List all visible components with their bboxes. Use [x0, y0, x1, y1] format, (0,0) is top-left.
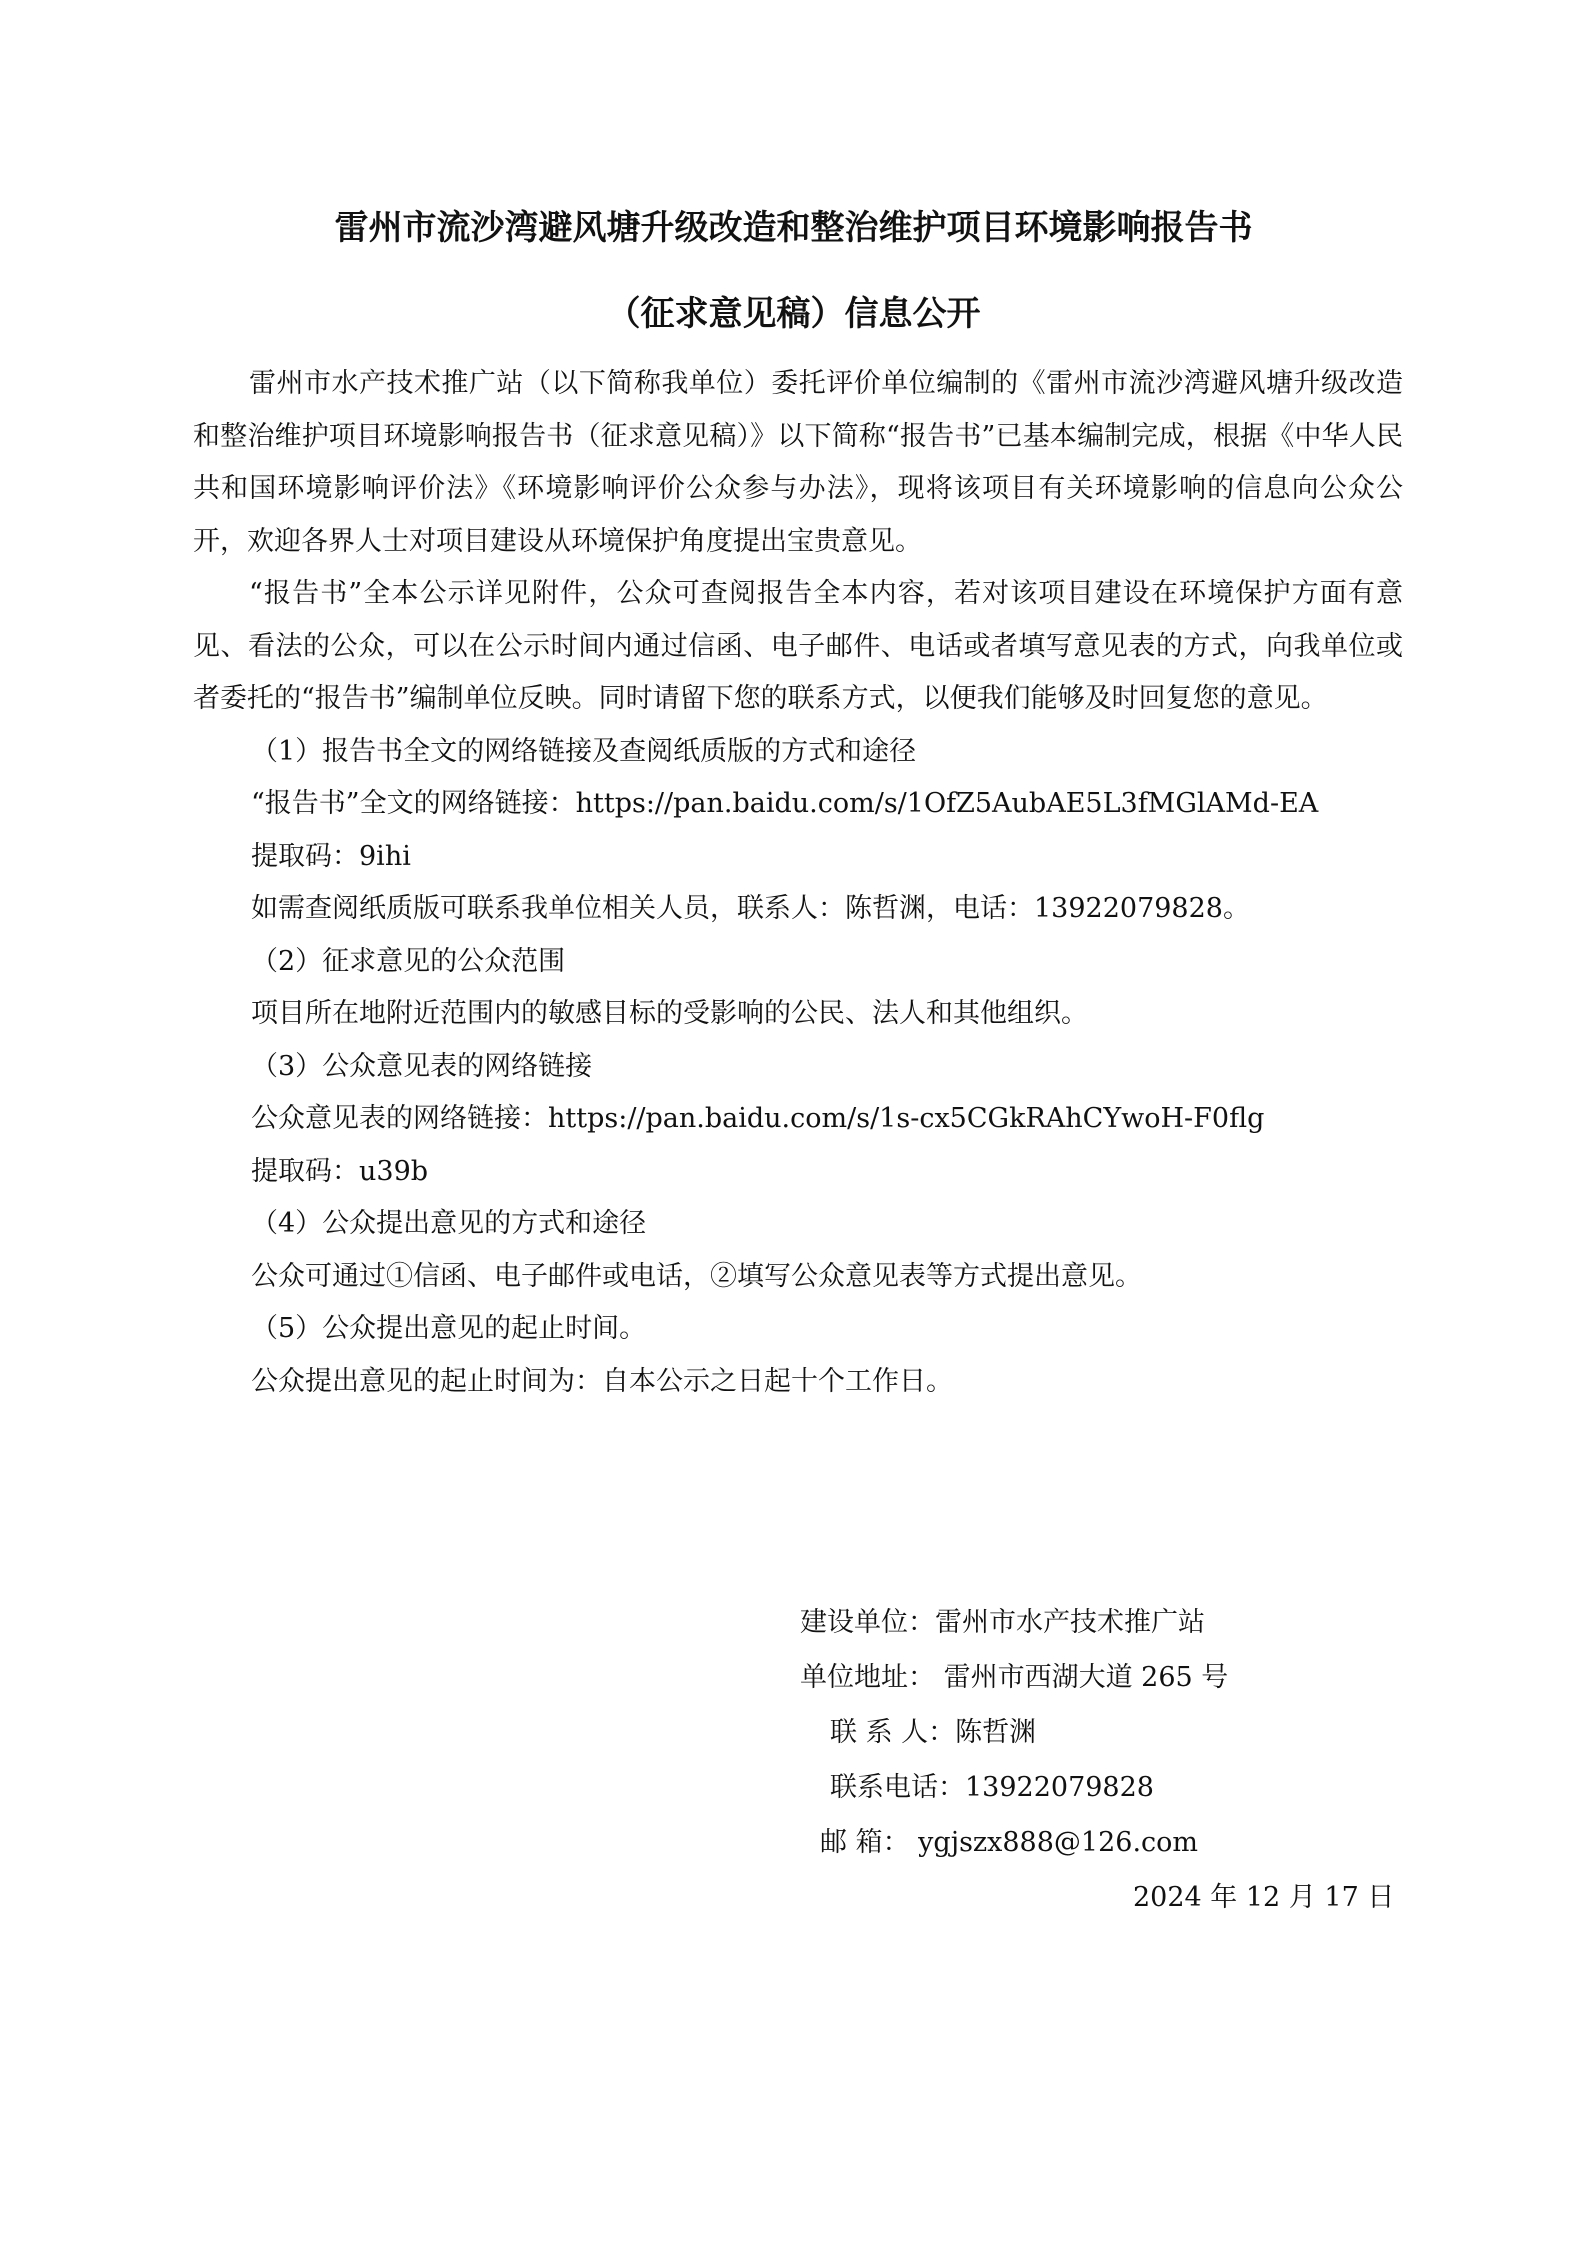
- section-4-heading: （4）公众提出意见的方式和途径: [251, 1208, 647, 1239]
- document-body: [193, 358, 1403, 1408]
- report-extract-code: 提取码：9ihi: [251, 840, 411, 872]
- intro-paragraph: 雷州市水产技术推广站（以下简称我单位）委托评价单位编制的《雷州市流沙湾避风塘升级改造和整治维护项目环境影响报告书（征求意见稿）》以下简称“报告书”已基本编制完成，根据《中华人民共和国环境影响评价法》《环境影响评价公众参与办法》，现将该项目有关环境影响的信息向公众公开，欢迎各界人士对项目建设从环境保护角度提出宝贵意见。: [193, 368, 1403, 557]
- signature-unit: 建设单位：雷州市水产技术推广站: [800, 1607, 1205, 1638]
- signature-email: 邮 箱： ygjszx888@126.com: [820, 1827, 1199, 1858]
- opinion-form-extract-code: 提取码：u39b: [251, 1155, 429, 1187]
- submission-period-line: 公众提出意见的起止时间为：自本公示之日起十个工作日。: [251, 1365, 953, 1397]
- document-title-line1: 雷州市流沙湾避风塘升级改造和整治维护项目环境影响报告书: [334, 208, 1253, 248]
- signature-address: 单位地址： 雷州市西湖大道 265 号: [800, 1662, 1229, 1693]
- opinion-form-link-line: 公众意见表的网络链接：https://pan.baidu.com/s/1s-cx5CGkRAhCYwoH-F0flg: [251, 1103, 1265, 1134]
- section-3-heading: （3）公众意见表的网络链接: [251, 1050, 593, 1082]
- signature-date: 2024 年 12 月 17 日: [1133, 1882, 1395, 1913]
- report-link-line: “报告书”全文的网络链接：https://pan.baidu.com/s/1OfZ5AubAE5L3fMGlAMd-EA: [251, 788, 1319, 819]
- section-5-heading: （5）公众提出意见的起止时间。: [251, 1313, 647, 1344]
- document-title-line2: （征求意见稿）信息公开: [606, 294, 981, 334]
- signature-phone: 联系电话：13922079828: [830, 1772, 1154, 1803]
- paper-copy-contact-line: 如需查阅纸质版可联系我单位相关人员，联系人：陈哲渊，电话：13922079828。: [251, 893, 1250, 924]
- notice-paragraph: “报告书”全本公示详见附件，公众可查阅报告全本内容，若对该项目建设在环境保护方面有意见、看法的公众，可以在公示时间内通过信函、电子邮件、电话或者填写意见表的方式，向我单位或者委托的“报告书”编制单位反映。同时请留下您的联系方式，以便我们能够及时回复您的意见。: [193, 578, 1403, 714]
- submission-methods-line: 公众可通过①信函、电子邮件或电话，②填写公众意见表等方式提出意见。: [251, 1260, 1142, 1292]
- signature-contact: 联 系 人：陈哲渊: [830, 1717, 1037, 1748]
- public-scope-line: 项目所在地附近范围内的敏感目标的受影响的公民、法人和其他组织。: [251, 998, 1088, 1029]
- section-2-heading: （2）征求意见的公众范围: [251, 945, 566, 977]
- section-1-heading: （1）报告书全文的网络链接及查阅纸质版的方式和途径: [251, 735, 917, 767]
